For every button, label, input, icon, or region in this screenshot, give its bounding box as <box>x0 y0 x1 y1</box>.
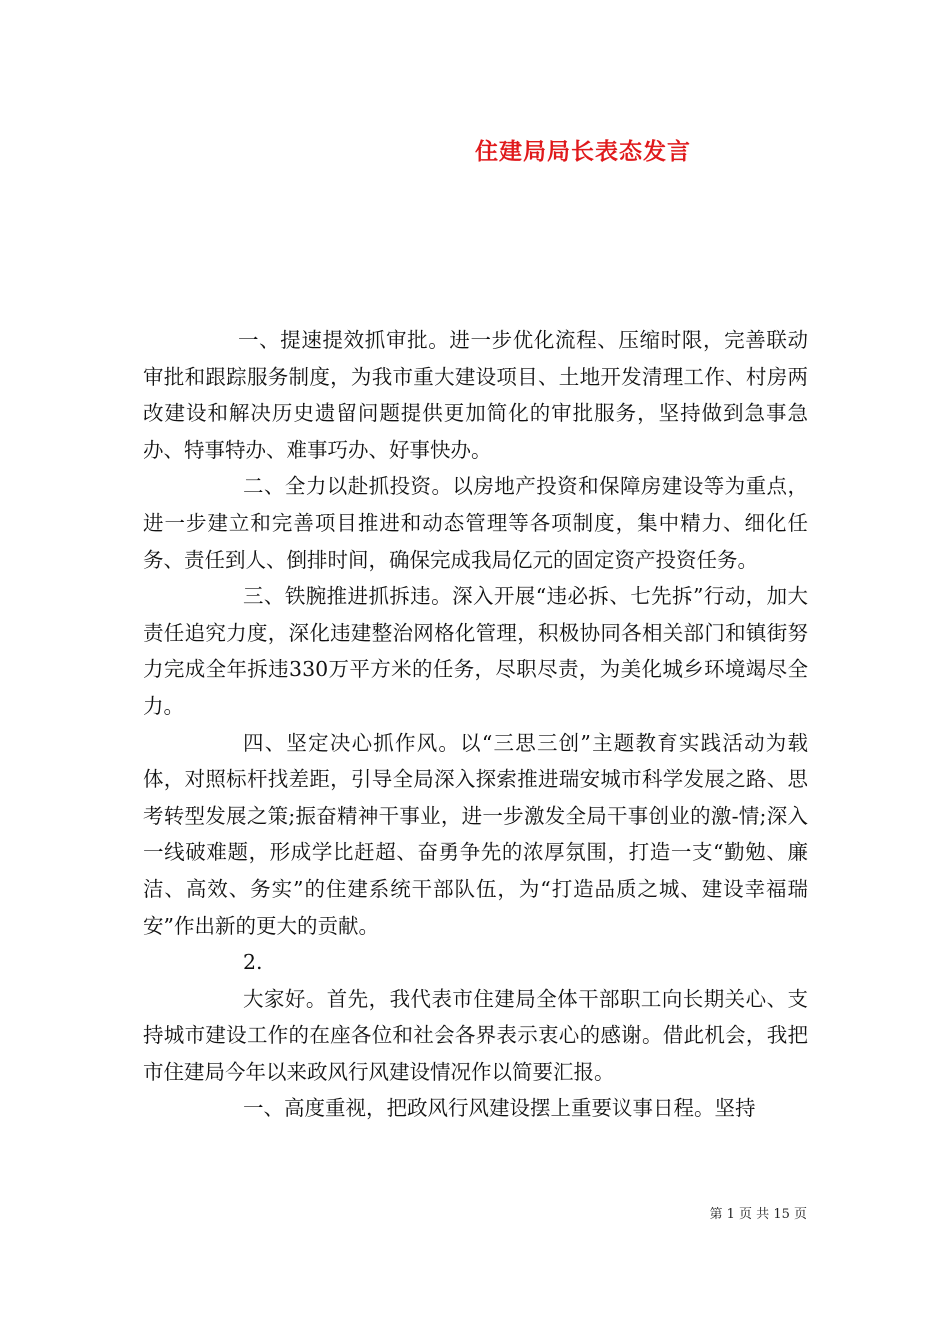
paragraph-section-number: 2. <box>243 950 263 975</box>
paragraph-greeting: 大家好。首先，我代表市住建局全体干部职工向长期关心、支持城市建设工作的在座各位和社会各界表示衷心的感谢。借此机会，我把市住建局今年以来政风行风建设情况作以简要汇报。 <box>143 986 808 1084</box>
page-number-footer: 第 1 页 共 15 页 <box>709 1207 807 1222</box>
paragraph-approval: 一、提速提效抓审批。进一步优化流程、压缩时限，完善联动审批和跟踪服务制度，为我市重大建设项目、土地开发清理工作、村房两改建设和解决历史遗留问题提供更加简化的审批服务，坚持做到急事急办、特事特办、难事巧办、好事快办。 <box>143 328 808 462</box>
page-title: 住建局局长表态发言 <box>475 139 691 165</box>
document-body <box>143 322 808 1127</box>
paragraph-demolition: 三、铁腕推进抓拆违。深入开展“违必拆、七先拆”行动，加大责任追究力度，深化违建整治网格化管理，积极协同各相关部门和镇街努力完成全年拆违330万平方米的任务，尽职尽责，为美化城乡环境竭尽全力。 <box>143 584 808 718</box>
paragraph-priority: 一、高度重视，把政风行风建设摆上重要议事日程。坚持 <box>243 1096 756 1121</box>
paragraph-work-style: 四、坚定决心抓作风。以“三思三创”主题教育实践活动为载体，对照标杆找差距，引导全局深入探索推进瑞安城市科学发展之路、思考转型发展之策;振奋精神干事业，进一步激发全局干事创业的激-情;深入一线破难题，形成学比赶超、奋勇争先的浓厚氛围，打造一支“勤勉、廉洁、高效、务实”的住建系统干部队伍，为“打造品质之城、建设幸福瑞安”作出新的更大的贡献。 <box>143 730 808 938</box>
paragraph-investment: 二、全力以赴抓投资。以房地产投资和保障房建设等为重点，进一步建立和完善项目推进和动态管理等各项制度，集中精力、细化任务、责任到人、倒排时间，确保完成我局亿元的固定资产投资任务。 <box>143 474 808 572</box>
